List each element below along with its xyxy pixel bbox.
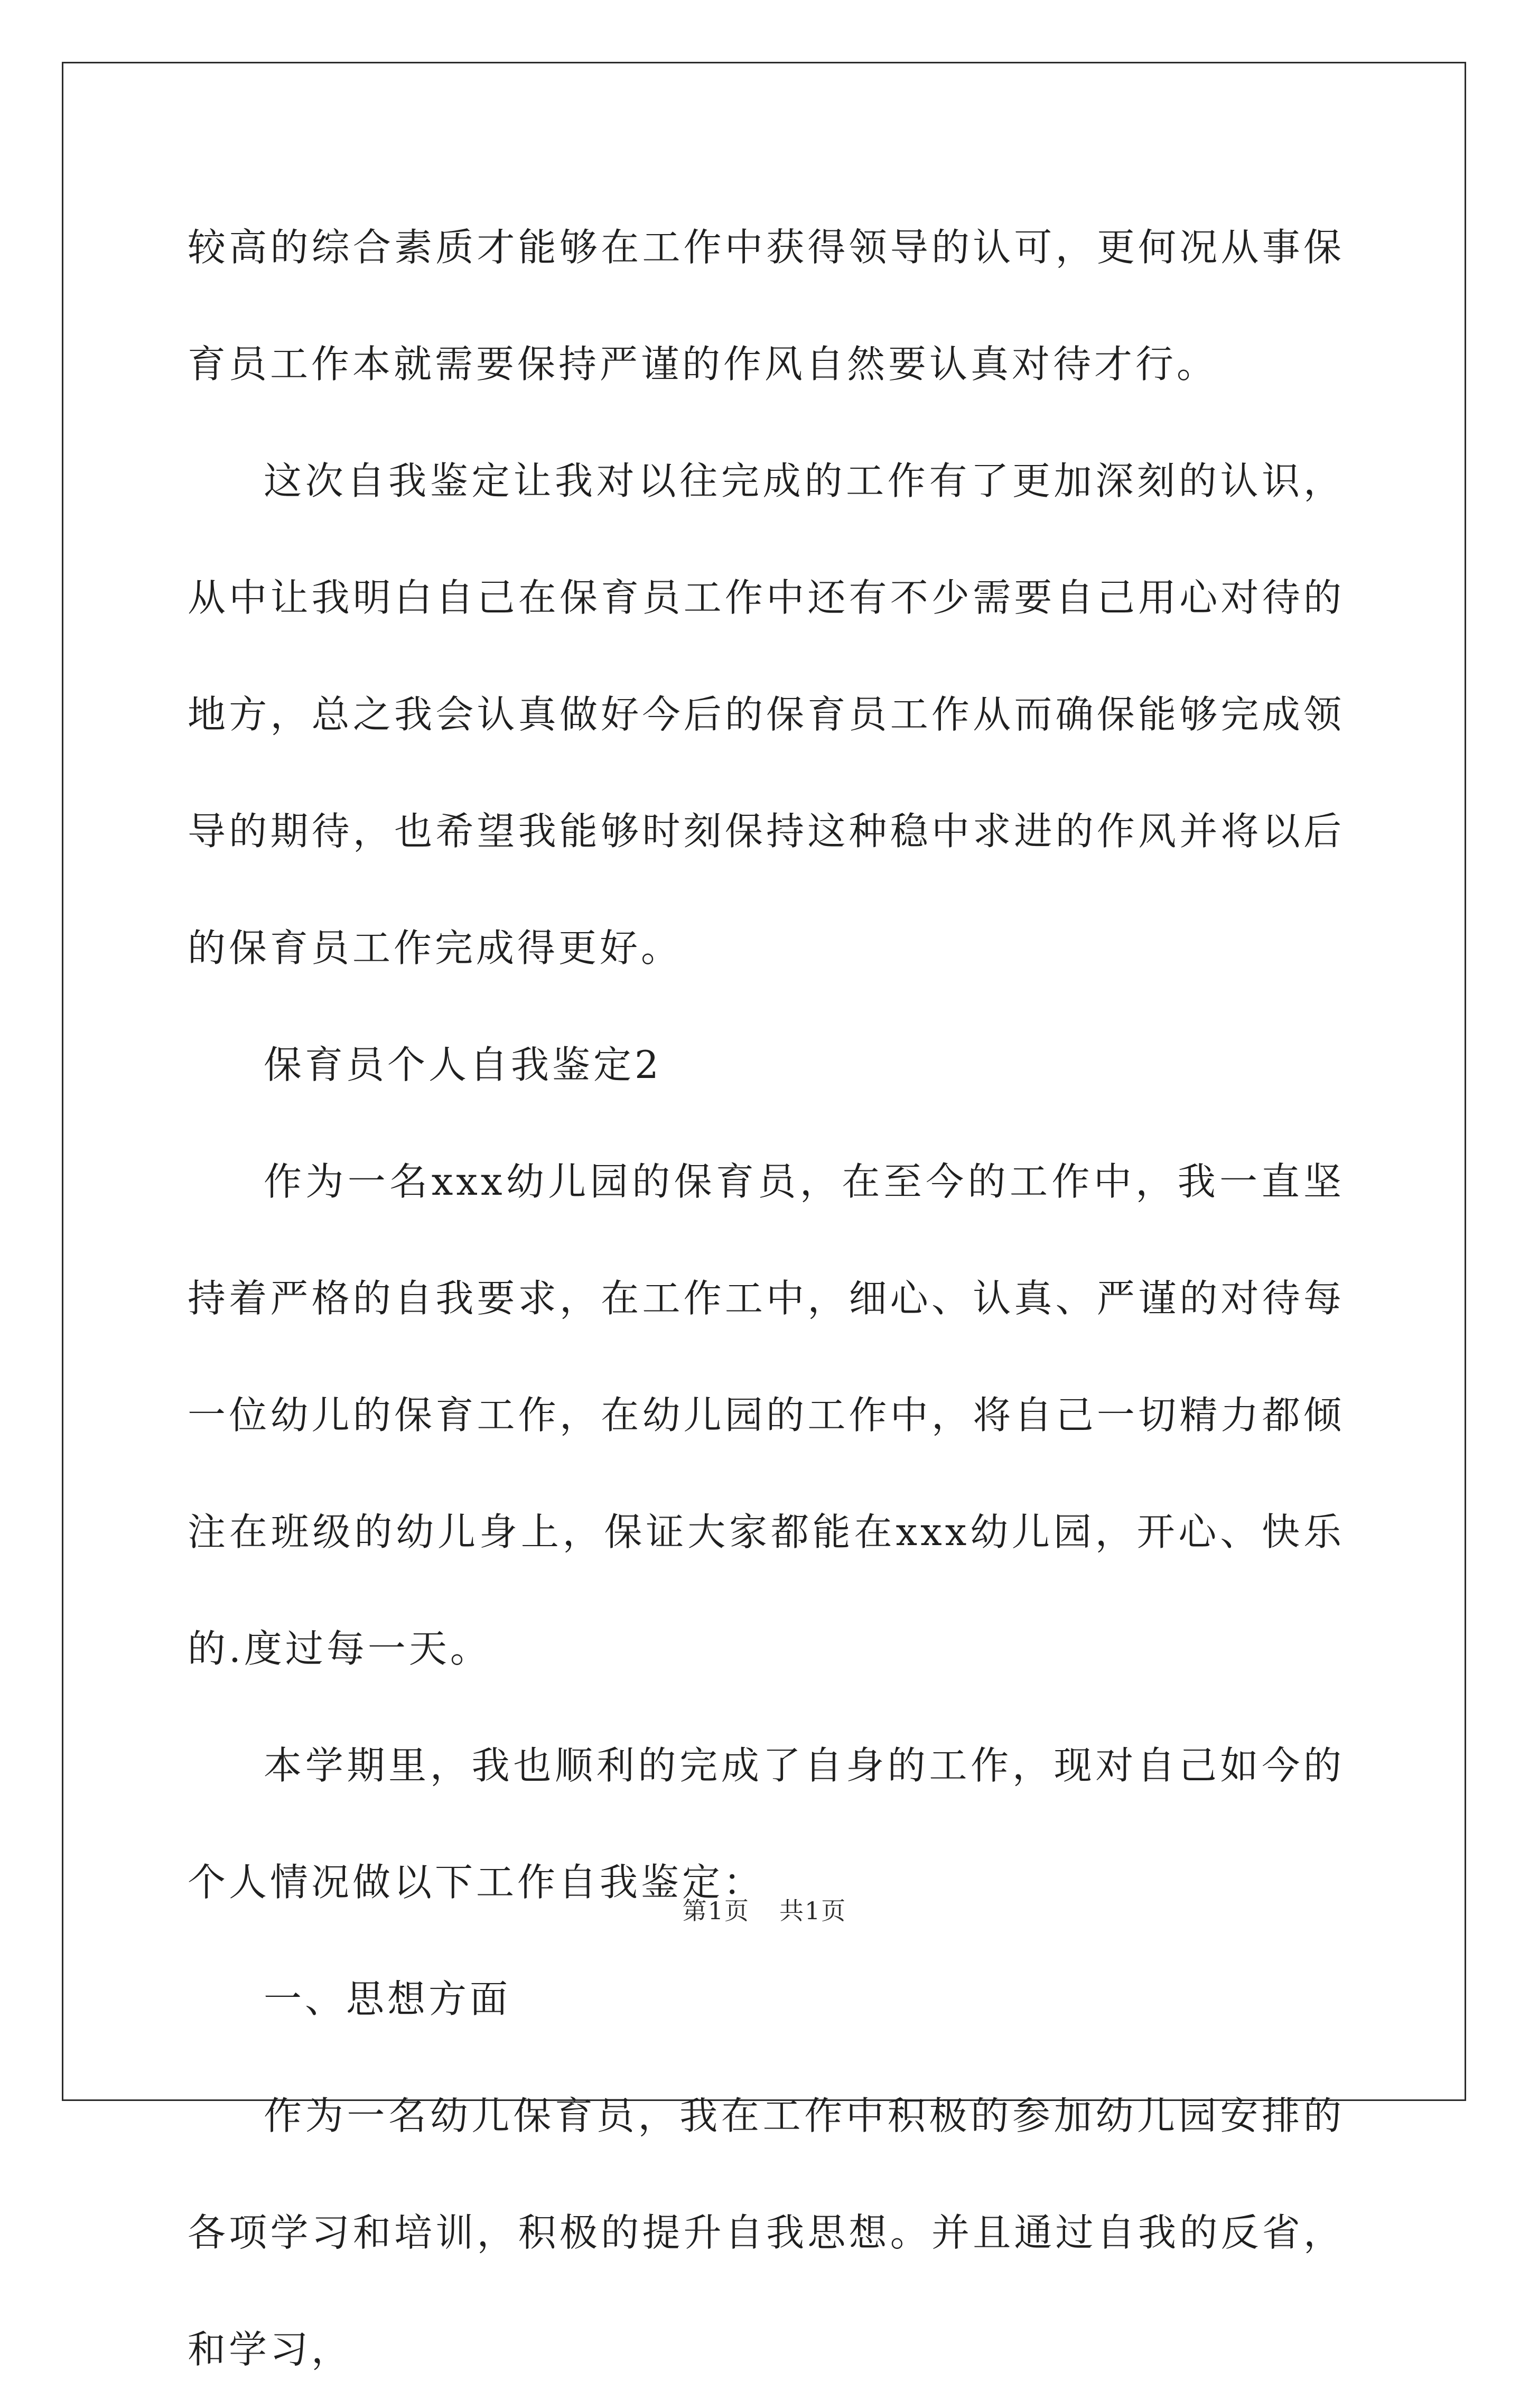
section-heading-2: 保育员个人自我鉴定2 — [264, 1043, 662, 1087]
page-total: 共1页 — [779, 1896, 847, 1925]
paragraph-1: 较高的综合素质才能够在工作中获得领导的认可，更何况从事保育员工作本就需要保持严谨的作风自然要认真对待才行。 — [188, 225, 1345, 386]
page-footer — [0, 1892, 1529, 1927]
page-number: 第1页 — [682, 1896, 750, 1925]
subheading-thought: 一、思想方面 — [264, 1977, 511, 2021]
paragraph-5: 作为一名幼儿保育员，我在工作中积极的参加幼儿园安排的各项学习和培训，积极的提升自我思想。并且通过自我的反省，和学习， — [188, 2094, 1345, 2372]
paragraph-2: 这次自我鉴定让我对以往完成的工作有了更加深刻的认识，从中让我明白自己在保育员工作中还有不少需要自己用心对待的地方，总之我会认真做好今后的保育员工作从而确保能够完成领导的期待，也希望我能够时刻保持这种稳中求进的作风并将以后的保育员工作完成得更好。 — [188, 459, 1345, 970]
paragraph-3: 作为一名xxx幼儿园的保育员，在至今的工作中，我一直坚持着严格的自我要求，在工作工中，细心、认真、严谨的对待每一位幼儿的保育工作，在幼儿园的工作中，将自己一切精力都倾注在班级的幼儿身上，保证大家都能在xxx幼儿园，开心、快乐的.度过每一天。 — [188, 1159, 1345, 1671]
paragraph-4: 本学期里，我也顺利的完成了自身的工作，现对自己如今的个人情况做以下工作自我鉴定： — [188, 1743, 1345, 1904]
document-body — [188, 189, 1345, 2408]
